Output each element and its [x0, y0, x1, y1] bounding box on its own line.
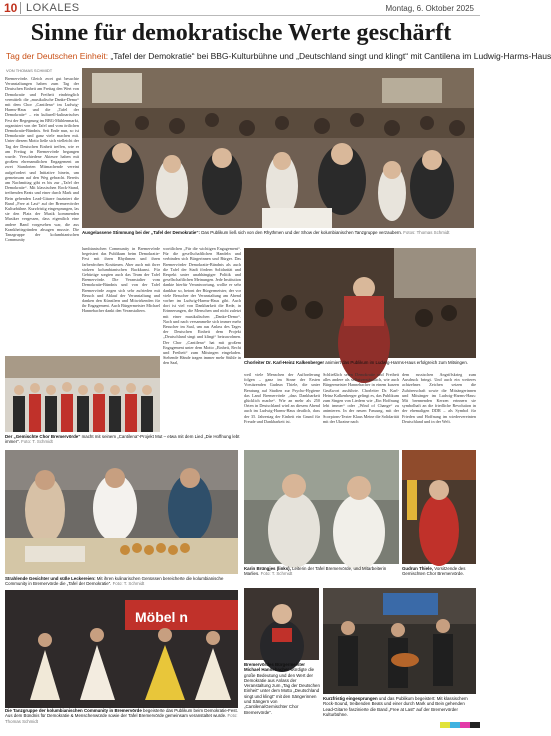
kicker-lead: Tag der Deutschen Einheit:	[6, 51, 109, 61]
caption-mayor-text: würdigte die große Bedeutung und den Wert der Demokratie aus Anlass der Veranstaltung zum „Tag der Deutschen Einheit“ unter dem Motto „Deutschland singt und klingt“ mit den Sängerinnen und Sängern von „Cantilena/Gemischter Chor Bremervörde“.	[244, 667, 320, 715]
caption-thiele-bold: Gudrun Thiele,	[402, 566, 433, 571]
caption-choir-leader-text: animiert das Publikum im Ludwig-Harms-Haus erfolgreich zum Mitsingen.	[324, 360, 468, 365]
caption-thiele-text: Vorsitzende des Gemischten Chor Bremervörde.	[402, 566, 466, 577]
body-column-4: weil viele Menschen der Aufforderung folgen – ganz im Sinne der Ersten Vorsitzenden Gudrun Thiele, die unter Beratung auf Studien zur Psycho-Hygiene das Land Bremervörde „dass Dankbarkeit glücklich mache“. Wie an mehr als 250 Orten in Deutschland wird an diesem Abend auch im Ludwig-Harms-Haus deutlich, dass der 35. Jahrestag der Einheit ein Grund für Freude und Dankbarkeit ist.	[244, 372, 320, 424]
page-header	[0, 0, 480, 16]
caption-main-bold: Ausgelassene Stimmung bei der „Tafel der Demokratie“:	[82, 230, 201, 235]
caption-helpers	[244, 566, 400, 578]
section-name: LOKALES	[26, 2, 80, 14]
caption-choir-credit: Foto: T. Schmidt	[19, 439, 53, 445]
helpers-photo	[244, 450, 399, 564]
store-banner-text: Möbel n	[135, 609, 188, 625]
caption-dance	[5, 708, 241, 730]
issue-date: Montag, 6. Oktober 2025	[385, 4, 474, 13]
choir-photo	[5, 356, 160, 432]
kicker	[6, 51, 551, 61]
mayor-photo	[244, 588, 319, 660]
caption-helpers-credit: Foto: T. Schmidt	[259, 571, 293, 577]
byline: VON THOMAS SCHMIDT	[6, 68, 53, 73]
color-swatch	[460, 722, 470, 728]
caption-mayor-bold: Bremervördes Bürgermeister Michael Hannebacher	[244, 662, 306, 673]
band-photo	[323, 588, 476, 694]
thiele-photo	[402, 450, 476, 564]
body-column-6: dem russischen Angriffskrieg zum Ausdruck bringt. Und auch ein weiteres achtzehnes Zeichen setzen die Zuhörerschaft sowie die Mitsängerinnen und Mitsänger im Ludwig-Harms-Haus: Mit brennenden Kerzen erinnern sie symbolhaft an die friedliche Revolution in der ehemaligen DDR – als Symbol für Frieden und Hoffnung im wiedervereinten Deutschland und in der Welt.	[402, 372, 476, 424]
body-column-1: Bremervörde. Gleich zwei gut besuchte Veranstaltungen haben zum Tag der Deutschen Einheit am Freitag den Wert von Demokratie und Freiheit eindringlich vermittelt: die „musikalische Danke-Demo“ mit dem Chor „Cantilena“ im Ludwig-Harms-Haus und die „Tafel der Demokratie“ – ein kulturell-kulinarisches Fest der Begegnung im BBG-Mühlenmarkt, organisiert von der Tafel und vom örtlichen Demokratie-Bündnis. Seit Ende nun, so ist Demokratie und ganz viele machen mit. Unter diesem Motto ließe sich vielleicht der Tag der Deutschen Einheit treffen, wie er am Freitag in Bremervörde begangen wurde. Verschiedene Akteure haben mit großem ehrenamtlichen Engagement an zwei Standorten Mitmachende vereint aufgefordert und Initiative hinein, um gemeinsam auf den Weg gebracht. Bereits am Nachmittag gibt es bis zur „Tafel der Demokratie“. Mit klassischen Rock-Stand, treibenden Beats und einer durch Mark und Bein gehenden Lead-Gitarre fasziniert die Band „Free at Last“ auf der Bremervörder Kulturbühne. Kurzfristig eingesprungen, las sie den Platz der Musik kommenden Musiker vergessen, dass eigentlich eine andere Band vorgesehen war, die aus Krankheitsgründen absagen musste. Die Tanzgruppe der kolumbianischen Community	[5, 76, 79, 243]
header-divider	[20, 2, 21, 14]
kicker-text: „Tafel der Demokratie“ bei BBG-Kulturbühne und „Deutschland singt und klingt“ mit Cantilena im Ludwig-Harms-Haus	[110, 51, 551, 61]
choir-leader-photo	[244, 248, 476, 358]
caption-food	[5, 576, 241, 588]
dance-photo	[5, 590, 238, 708]
caption-food-text: Mit ihren kulinarischen Genüssen bereicherte die kolumbianische Community in Bremervörde die „Tafel der Demokratie“.	[5, 576, 224, 587]
caption-thiele	[402, 566, 476, 578]
caption-choir	[5, 434, 243, 446]
page-number: 10	[4, 1, 18, 15]
caption-food-credit: Foto: T. Schmidt	[111, 581, 145, 587]
caption-band-bold: Kurzfristig eingesprungen	[323, 696, 378, 701]
caption-choir-bold: Der „Gemischte Chor Bremervörde“	[5, 434, 81, 439]
color-bar	[440, 722, 480, 732]
body-column-2: lumbianischen Community in Bremervörde begeistert das Publikum beim Demokratie-Fest mit ihren Rhythmen und ihren farbenfrohen Kostümen. Aber auch mit ihrer stolzen kolumbianischen Backkunst. Für Gebürtige sorgten auch das Team der Tafel Bremervörde. Die Veranstalter vom Demokratie-Bündnis und von der Tafel Bremervörde zogen sich sehr zufrieden mit Besuch und Ablauf der Veranstaltung und danken den Künstlern und Mitwirkenden für ihr Engagement. Auch Bürgermeister Michael Hannebacher dankt den Veranstaltern.	[82, 246, 160, 314]
caption-mayor	[244, 662, 320, 722]
color-swatch	[450, 722, 460, 728]
caption-dance-credit: Foto: Thomas Schmidt	[5, 713, 238, 724]
caption-main	[82, 230, 476, 242]
caption-choir-text: macht mit seinem „Cantilena“-Projekt Mut – etwa mit dem Lied „Die Hoffnung lebt immer“.	[5, 434, 240, 445]
color-swatch	[470, 722, 480, 728]
body-column-5: Schließlich seien Demokratie und Freiheit alles andere als selbstverständlich, wie auch Bürgermeister Hannebacher in einem kurzen Grußwort ausführte. Chorleiter Dr. Karl-Heinz Kalkenberger gelingt es, das Publikum zum Singen von Liedern wie „Ein Hoffnung lebt immer“ oder „Wind of Change“ zu animieren. In der neuen Fassung, mit der Scorpions-Texter Klaus Meine die Solidarität mit der Ukraine nach	[323, 372, 399, 424]
main-photo	[82, 68, 474, 228]
caption-choir-leader	[244, 360, 476, 370]
caption-band-text: und das Publikum begeistert: Mit klassischem Rock-Sound, treibenden Beats und einer durch Mark und Bein gehenden Lead-Gitarre faszinierte die Band „Free at Last“ auf der Bremervörder Kulturbühne.	[323, 696, 468, 717]
color-swatch	[440, 722, 450, 728]
headline: Sinne für demokratische Werte geschärft	[30, 20, 452, 46]
caption-band	[323, 696, 476, 722]
body-column-3: worttlichen „Für die wichtigen Engagement“. Für die gesellschaftlichen Handeln und verbinden sich Bürgerinnen und Bürger. Das Bremervörder Demokratie-Bündnis als auch die Tafel der Stadt fördern Solidarität und Respekt unter unabhängiger Politik und gesellschaftlichen Meinungen. Jede Institution dankte hierfür Verantwortung, wollte er sehr dankbar so, betont der Bürgermeister, der vor viele Besucher der Veranstaltung am Abend vorher im Ludwig-Harms-Haus gibt. Auch dort ist viel von Dankbarkeit die Rede, in Erinnerungen, die Menschen und nicht zuletzt mit einer musikalischen „Danke-Demo“. Nach und nach versammelte sich immer mehr Besucher im Saal, um aus Anlass des Tages der Deutschen Einheit dem Projekt „Deutschland singt und klingt“ beizuwohnen. Der Chor „Cantilena“ hat mit großem Engagement unter dem Motto „Einheit, Recht und Freiheit“ zum Mitsingen eingeladen. Stehende Hände tragen immer mehr Stühle in den Saal,	[163, 246, 241, 366]
caption-food-bold: Strahlende Gesichter und süße Leckereien:	[5, 576, 96, 581]
caption-main-text: Das Publikum ließ sich von den Rhythmen und der Show der kolumbianischen Tanzgruppe verzaubern.	[200, 230, 403, 235]
caption-helpers-bold: Karin Brüngjes (links),	[244, 566, 291, 571]
food-photo	[5, 450, 238, 574]
caption-dance-bold: Die Tanzgruppe der kolumbianischen Community in Bremervörde	[5, 708, 142, 713]
caption-dance-text: begeisterte das Publikum beim Demokratie-Fest. Aus dem Bündnis für Demokratie & Menschenwürde sowie der Tafel Bremervörde gemeinsam veranstaltet wurde.	[5, 708, 238, 719]
caption-main-credit: Fotos: Thomas Schmidt	[402, 230, 450, 235]
caption-choir-leader-bold: Chorleiter Dr. Karl-Heinz Kalkenberger	[244, 360, 325, 365]
caption-helpers-text: Leiterin der Tafel Bremervörde, und Mitarbeiterin Marlies.	[244, 566, 387, 577]
